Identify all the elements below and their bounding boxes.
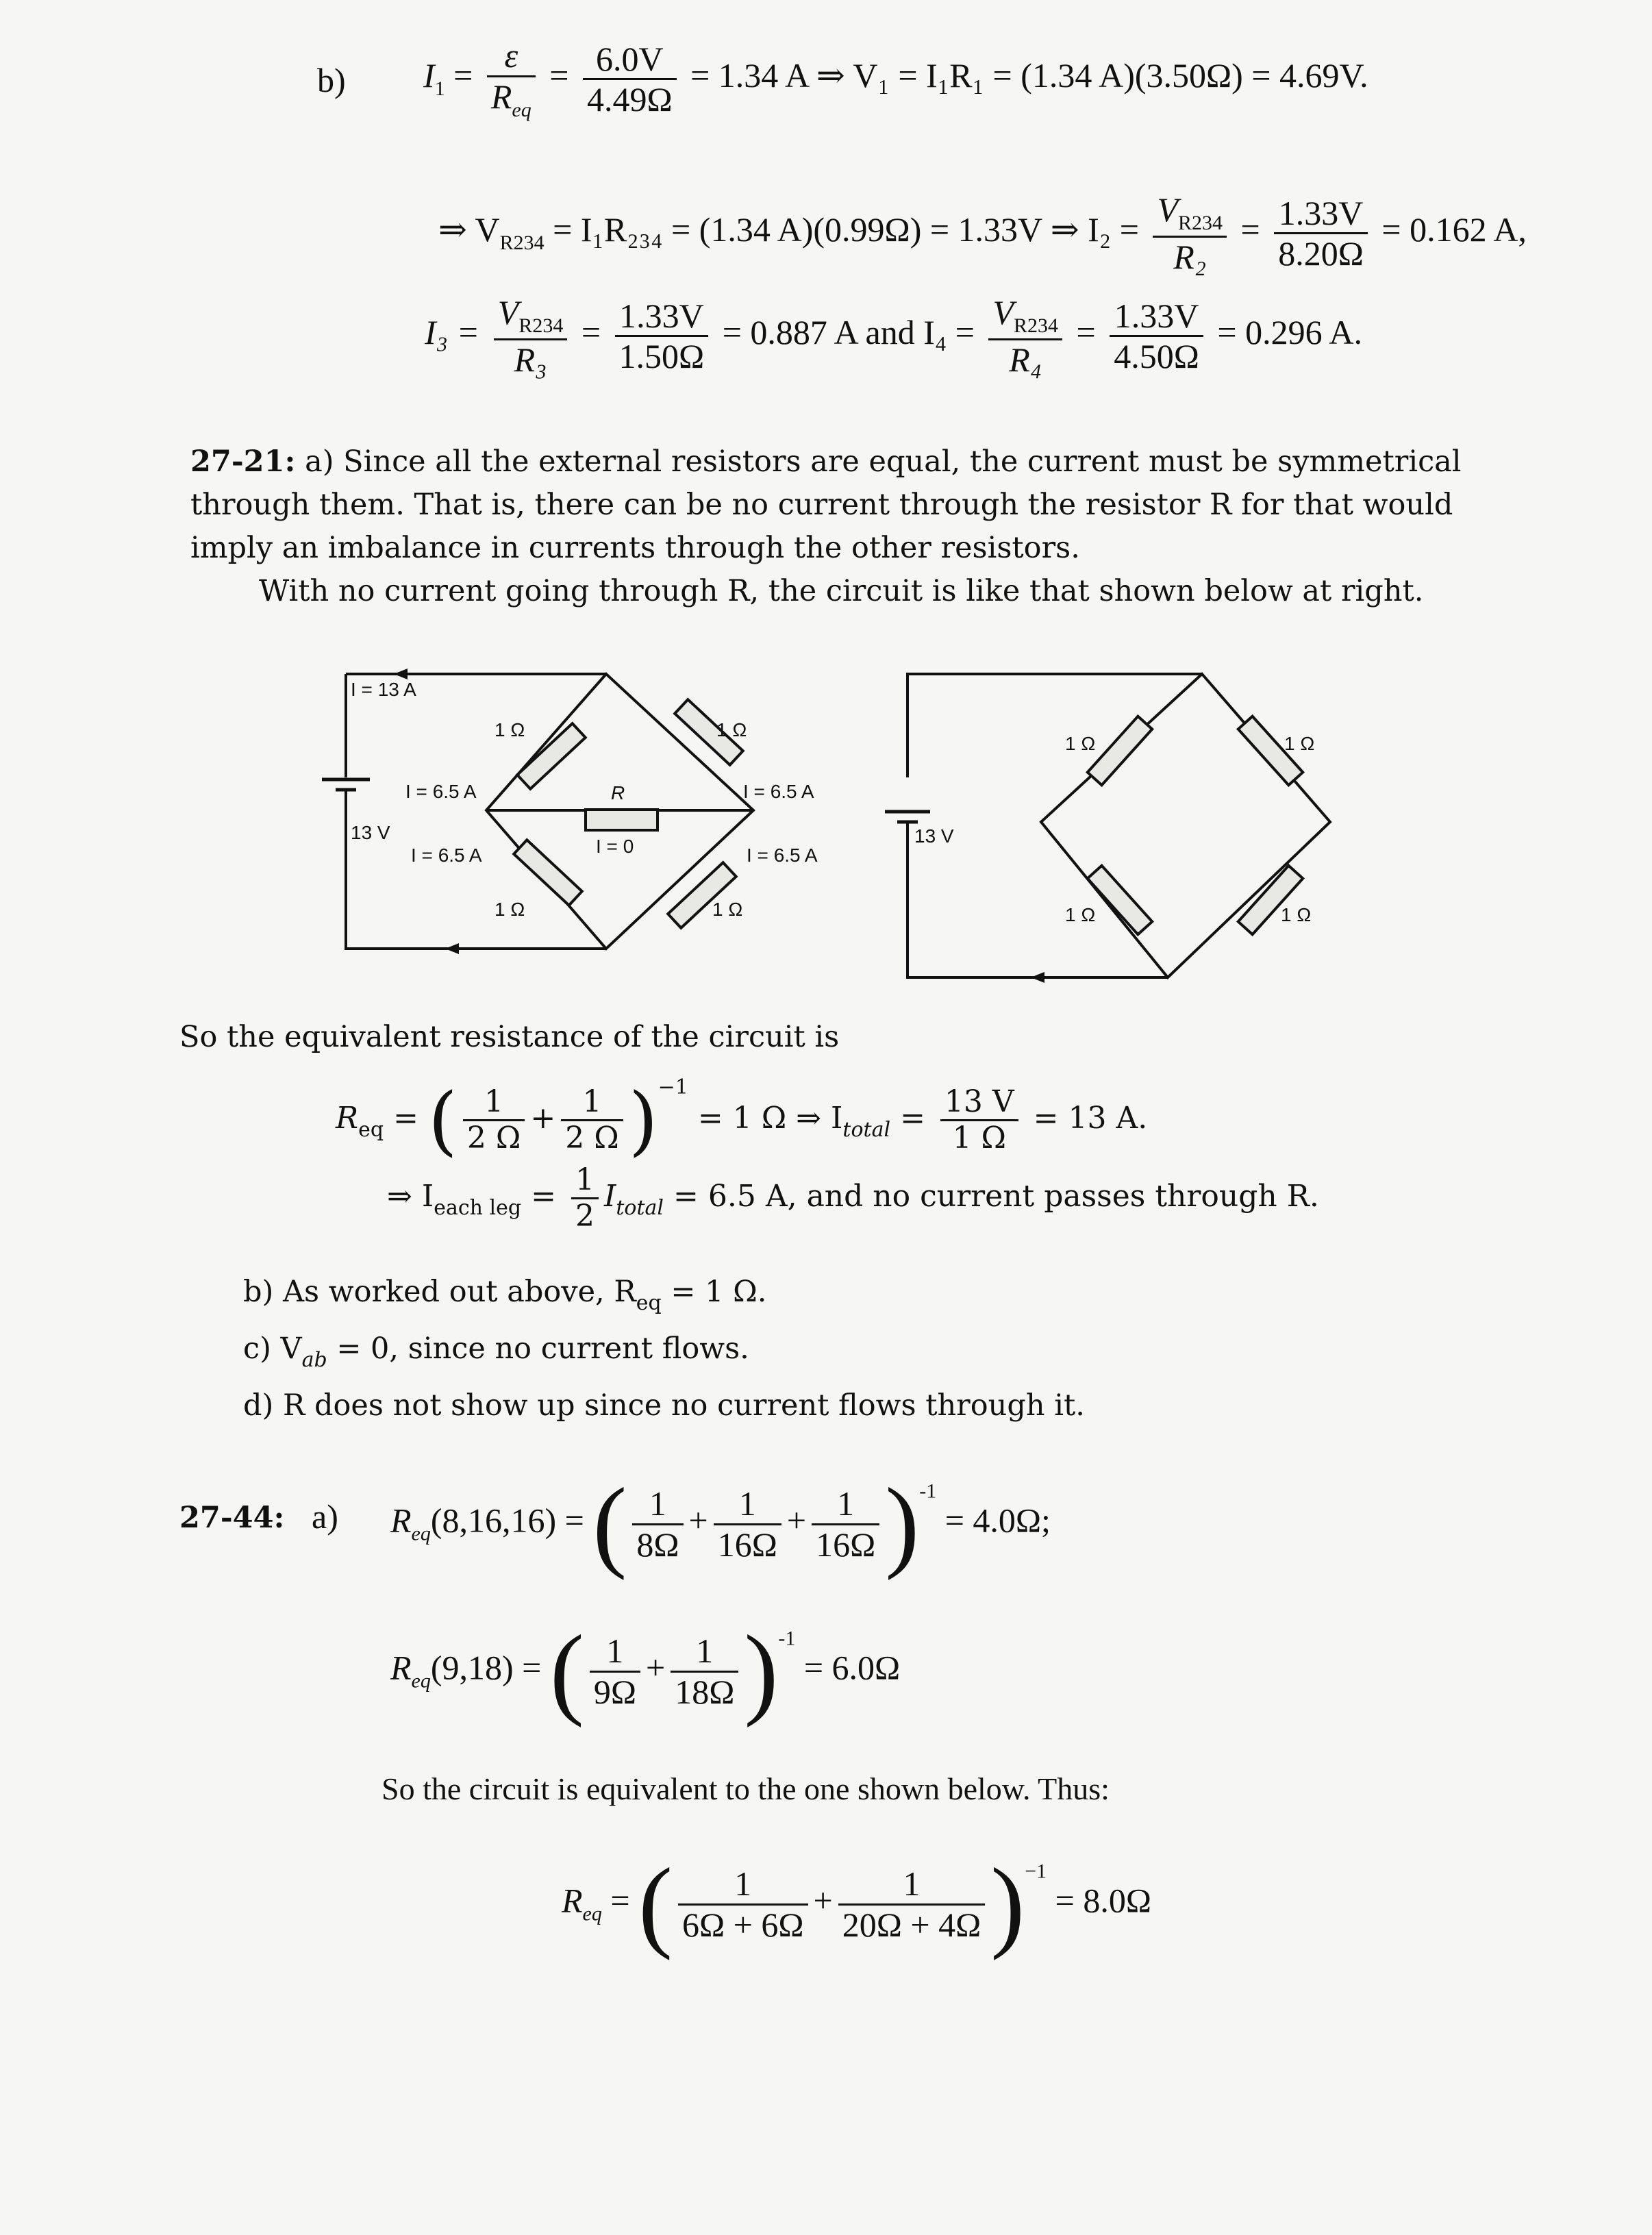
right-arrow-bottom-icon bbox=[1031, 972, 1044, 983]
right-wire-outer bbox=[908, 674, 1202, 777]
label-left-emf: 13 V bbox=[351, 822, 390, 843]
left-resistor-top-left bbox=[517, 723, 586, 788]
equation-each-leg: ⇒ $I_{each leg}$ = $\frac{1}{2}$ $I_{total} = 6.5$ A, and no current passes through R. bbox=[387, 1162, 1319, 1234]
label-left-i-lr: I = 6.5 A bbox=[747, 845, 818, 866]
label-right-emf: 13 V bbox=[914, 825, 954, 847]
answer-b: b) As worked out above, $R_{eq} = 1$ Ω. bbox=[243, 1275, 767, 1315]
equation-i3-i4: I₃ = $\frac{V_{R234}}{\text{R₃}}$ = $\frac{1.33V}{1.50\Omega}$ = 0.887 A and I₄ = $\frac{V_{R234}}{\text{R₄}}$ = $\frac{1.33V}{4.50\Omega}$ = 0.296 A. bbox=[425, 293, 1362, 379]
label-right-r-br: 1 Ω bbox=[1281, 904, 1312, 925]
answers-list bbox=[243, 1269, 1085, 1428]
left-arrow-bottom-icon bbox=[445, 943, 459, 954]
left-resistor-bottom-left bbox=[514, 840, 582, 905]
left-resistor-r bbox=[586, 810, 658, 830]
label-right-r-bl: 1 Ω bbox=[1065, 904, 1096, 925]
equation-req-8-16-16: $R_{eq}(8,16,16)$ = ( $\frac{1}{8\Omega}$ + $\frac{1}{16\Omega}$ + $\frac{1}{16\Omega}$ )$^{-1}$ = 4.0Ω; bbox=[390, 1467, 1051, 1581]
label-left-r-br: 1 Ω bbox=[712, 899, 743, 920]
right-resistor-top-left bbox=[1088, 716, 1152, 785]
problem-27-44-part-a: a) bbox=[312, 1497, 338, 1536]
i1-symbol: I bbox=[423, 55, 435, 95]
label-left-i-ul: I = 6.5 A bbox=[405, 781, 477, 802]
label-left-i-r: I = 0 bbox=[596, 836, 634, 857]
equation-req-9-18: $R_{eq}(9,18)$ = ( $\frac{1}{9\Omega}$ + $\frac{1}{18\Omega}$ )$^{-1}$ = 6.0Ω bbox=[390, 1614, 901, 1728]
fraction-emf-over-req: $\frac{\varepsilon}{R_{eq}}$ bbox=[487, 38, 536, 121]
problem-27-21-text: 27-21: a) Since all the external resistors are equal, the current must be symmetrical through them. That is, there can be no current through the resistor R for that would imply an imbalance in currents through the other resistors. With no current going through R, the circuit is like that shown below at right. bbox=[190, 445, 1462, 608]
left-arrow-top-icon bbox=[394, 669, 408, 679]
part-b-label: b) bbox=[317, 61, 346, 99]
circuit-diagrams bbox=[0, 668, 1652, 1024]
label-left-r-tr: 1 Ω bbox=[716, 719, 747, 740]
right-resistor-bottom-left bbox=[1088, 866, 1152, 934]
fraction-voltage-over-resistance: $\frac{6.0V}{4.49\Omega}$ bbox=[583, 41, 677, 118]
equation-req-parallel: $R_{eq}$ = ( $\frac{1}{2 \Omega}$ + $\frac{1}{2 \Omega}$ )$^{-1}$ = 1 Ω ⇒ $I_{total}$ = $\frac{13 V}{1 \Omega}$ = 13 A. bbox=[336, 1075, 1148, 1164]
label-right-r-tr: 1 Ω bbox=[1284, 733, 1315, 754]
label-left-r-tl: 1 Ω bbox=[495, 719, 525, 740]
answer-c: c) $V_{ab} = 0$, since no current flows. bbox=[243, 1332, 749, 1372]
equation-current-i1: $I_1$ = $\frac{\varepsilon}{R_{eq}}$ = $\frac{6.0V}{4.49\Omega}$ = 1.34 A ⇒ V₁ = I₁R₁ = (1.34 A)(3.50Ω) = 4.69V. bbox=[423, 36, 1368, 121]
label-left-r: R bbox=[611, 782, 625, 803]
right-bridge-outline bbox=[1041, 674, 1330, 977]
label-left-i-ur: I = 6.5 A bbox=[743, 781, 814, 802]
label-right-r-tl: 1 Ω bbox=[1065, 733, 1096, 754]
equation-v-r234: ⇒ $V_{R234} = I_1R_{234} = (1.34$ A)(0.99Ω) = 1.33V ⇒ I₂ = $\frac{V_{R234}}{\text{R₂}}$ = $\frac{1.33V}{8.20\Omega}$ = 0.162 A, bbox=[438, 190, 1527, 276]
problem-label-27-44: 27-44: bbox=[179, 1501, 285, 1535]
label-left-r-bl: 1 Ω bbox=[495, 899, 525, 920]
label-i-total: I = 13 A bbox=[351, 679, 416, 700]
answer-d: d) R does not show up since no current flows through it. bbox=[243, 1388, 1085, 1423]
label-left-i-ll: I = 6.5 A bbox=[411, 845, 482, 866]
so-circuit-equivalent: So the circuit is equivalent to the one shown below. Thus: bbox=[381, 1771, 1110, 1806]
equivalent-intro: So the equivalent resistance of the circuit is bbox=[179, 1020, 840, 1054]
equation-i1-result: = 1.34 A ⇒ V₁ = I₁R₁ = (1.34 A)(3.50Ω) = 4.69V. bbox=[690, 55, 1368, 95]
problem-label-27-21: 27-21: bbox=[190, 445, 296, 479]
equation-req-final: $R_{eq}$ = ( $\frac{1}{6\Omega + 6\Omega}$ + $\frac{1}{20\Omega + 4\Omega}$ )$^{-1}$ = 8.0Ω bbox=[562, 1847, 1151, 1961]
